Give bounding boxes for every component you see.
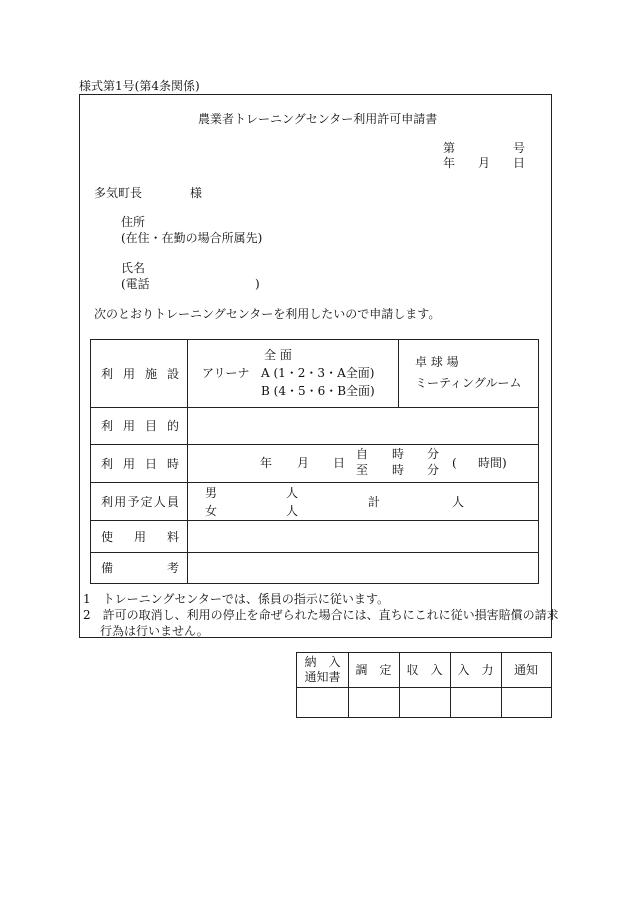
datetime-day: 日	[333, 456, 346, 470]
datetime-to-hour: 時	[392, 463, 405, 477]
datetime-year: 年	[260, 456, 273, 470]
office-assessment-header: 調 定	[355, 662, 392, 677]
label-char: 員	[166, 494, 179, 509]
label-char: 利	[101, 367, 114, 381]
label-char: 用	[122, 456, 135, 471]
facility-option-a: A (1・2・3・A全面)	[261, 366, 375, 380]
label-char: 利	[101, 419, 114, 433]
facility-meeting-room: ミーティングルーム	[415, 376, 522, 390]
purpose-label	[91, 407, 187, 444]
facility-full: 全 面	[264, 348, 292, 362]
people-male-unit: 人	[286, 486, 299, 500]
office-input-header: 入 力	[457, 662, 494, 677]
facility-arena: アリーナ	[202, 366, 250, 380]
people-label	[91, 482, 187, 520]
label-char: 料	[166, 529, 179, 544]
datetime-to-minute: 分	[427, 463, 440, 477]
datetime-from-hour: 時	[392, 447, 405, 461]
people-female-unit: 人	[286, 504, 299, 518]
facility-table-tennis: 卓 球 場	[415, 355, 459, 369]
intro-text: 次のとおりトレーニングセンターを利用したいので申請します。	[94, 307, 441, 321]
label-char: 用	[133, 529, 146, 544]
office-notify-header: 通知	[513, 662, 538, 677]
facility-label	[91, 340, 187, 407]
form-title: 農業者トレーニングセンター利用許可申請書	[198, 112, 438, 126]
datetime-from-minute: 分	[427, 447, 440, 461]
number-go: 号	[513, 141, 526, 155]
date-month: 月	[478, 156, 491, 170]
office-notice-header	[297, 653, 348, 687]
fee-label	[91, 520, 187, 552]
usage-table	[90, 339, 539, 584]
label-char: 定	[140, 494, 153, 509]
datetime-hours-close: 時間)	[478, 456, 507, 470]
table-divider	[398, 340, 399, 407]
label-char: 日	[144, 456, 157, 471]
label-char: 目	[144, 419, 157, 433]
label-char: 考	[166, 561, 179, 575]
datetime-label	[91, 444, 187, 482]
phone-open: (電話	[121, 277, 150, 291]
table-divider	[187, 340, 188, 583]
form-header: 様式第1号(第4条関係)	[79, 79, 200, 93]
label-char: 設	[166, 367, 179, 381]
people-total: 計	[368, 495, 381, 509]
label-char: 使	[101, 529, 114, 544]
label-char: 用	[122, 367, 135, 381]
label-char: 人	[153, 494, 166, 509]
label-char: 施	[144, 367, 157, 381]
datetime-to: 至	[356, 463, 369, 477]
note-2-cont: 行為は行いません。	[100, 624, 209, 638]
label-char: 利	[101, 494, 114, 509]
table-divider	[297, 687, 551, 688]
label-char: 備	[101, 561, 114, 575]
note-2: 2 許可の取消し、利用の停止を命ぜられた場合には、直ちにこれに従い損害賠償の請求	[83, 608, 559, 622]
label-char: 利	[101, 456, 114, 471]
address-note: (在住・在勤の場合所属先)	[121, 231, 263, 245]
people-male: 男	[205, 486, 218, 500]
addressee-name: 多気町長	[94, 186, 143, 200]
phone-close: )	[255, 277, 260, 291]
remarks-label	[91, 552, 187, 583]
office-use-table	[296, 652, 552, 718]
facility-option-b: B (4・5・6・B全面)	[261, 384, 375, 398]
label-char: 時	[166, 456, 179, 471]
people-female: 女	[205, 504, 218, 518]
addressee-honorific: 様	[190, 186, 203, 200]
note-1: 1 トレーニングセンターでは、係員の指示に従います。	[83, 592, 389, 606]
datetime-month: 月	[297, 456, 310, 470]
name-label: 氏名	[121, 261, 146, 275]
label-char: 予	[127, 494, 140, 509]
datetime-hours-open: (	[452, 456, 457, 470]
label-char: 的	[166, 419, 179, 433]
office-receipt-header: 収 入	[406, 662, 443, 677]
datetime-from: 自	[356, 447, 369, 461]
address-label: 住所	[121, 215, 146, 229]
date-year: 年	[443, 156, 456, 170]
label-char: 用	[122, 419, 135, 433]
office-notice-line2: 通知書	[304, 670, 341, 684]
label-char: 用	[114, 494, 127, 509]
people-total-unit: 人	[452, 495, 465, 509]
office-notice-line1: 納 入	[304, 655, 341, 669]
date-day: 日	[513, 156, 526, 170]
number-dai: 第	[443, 141, 456, 155]
